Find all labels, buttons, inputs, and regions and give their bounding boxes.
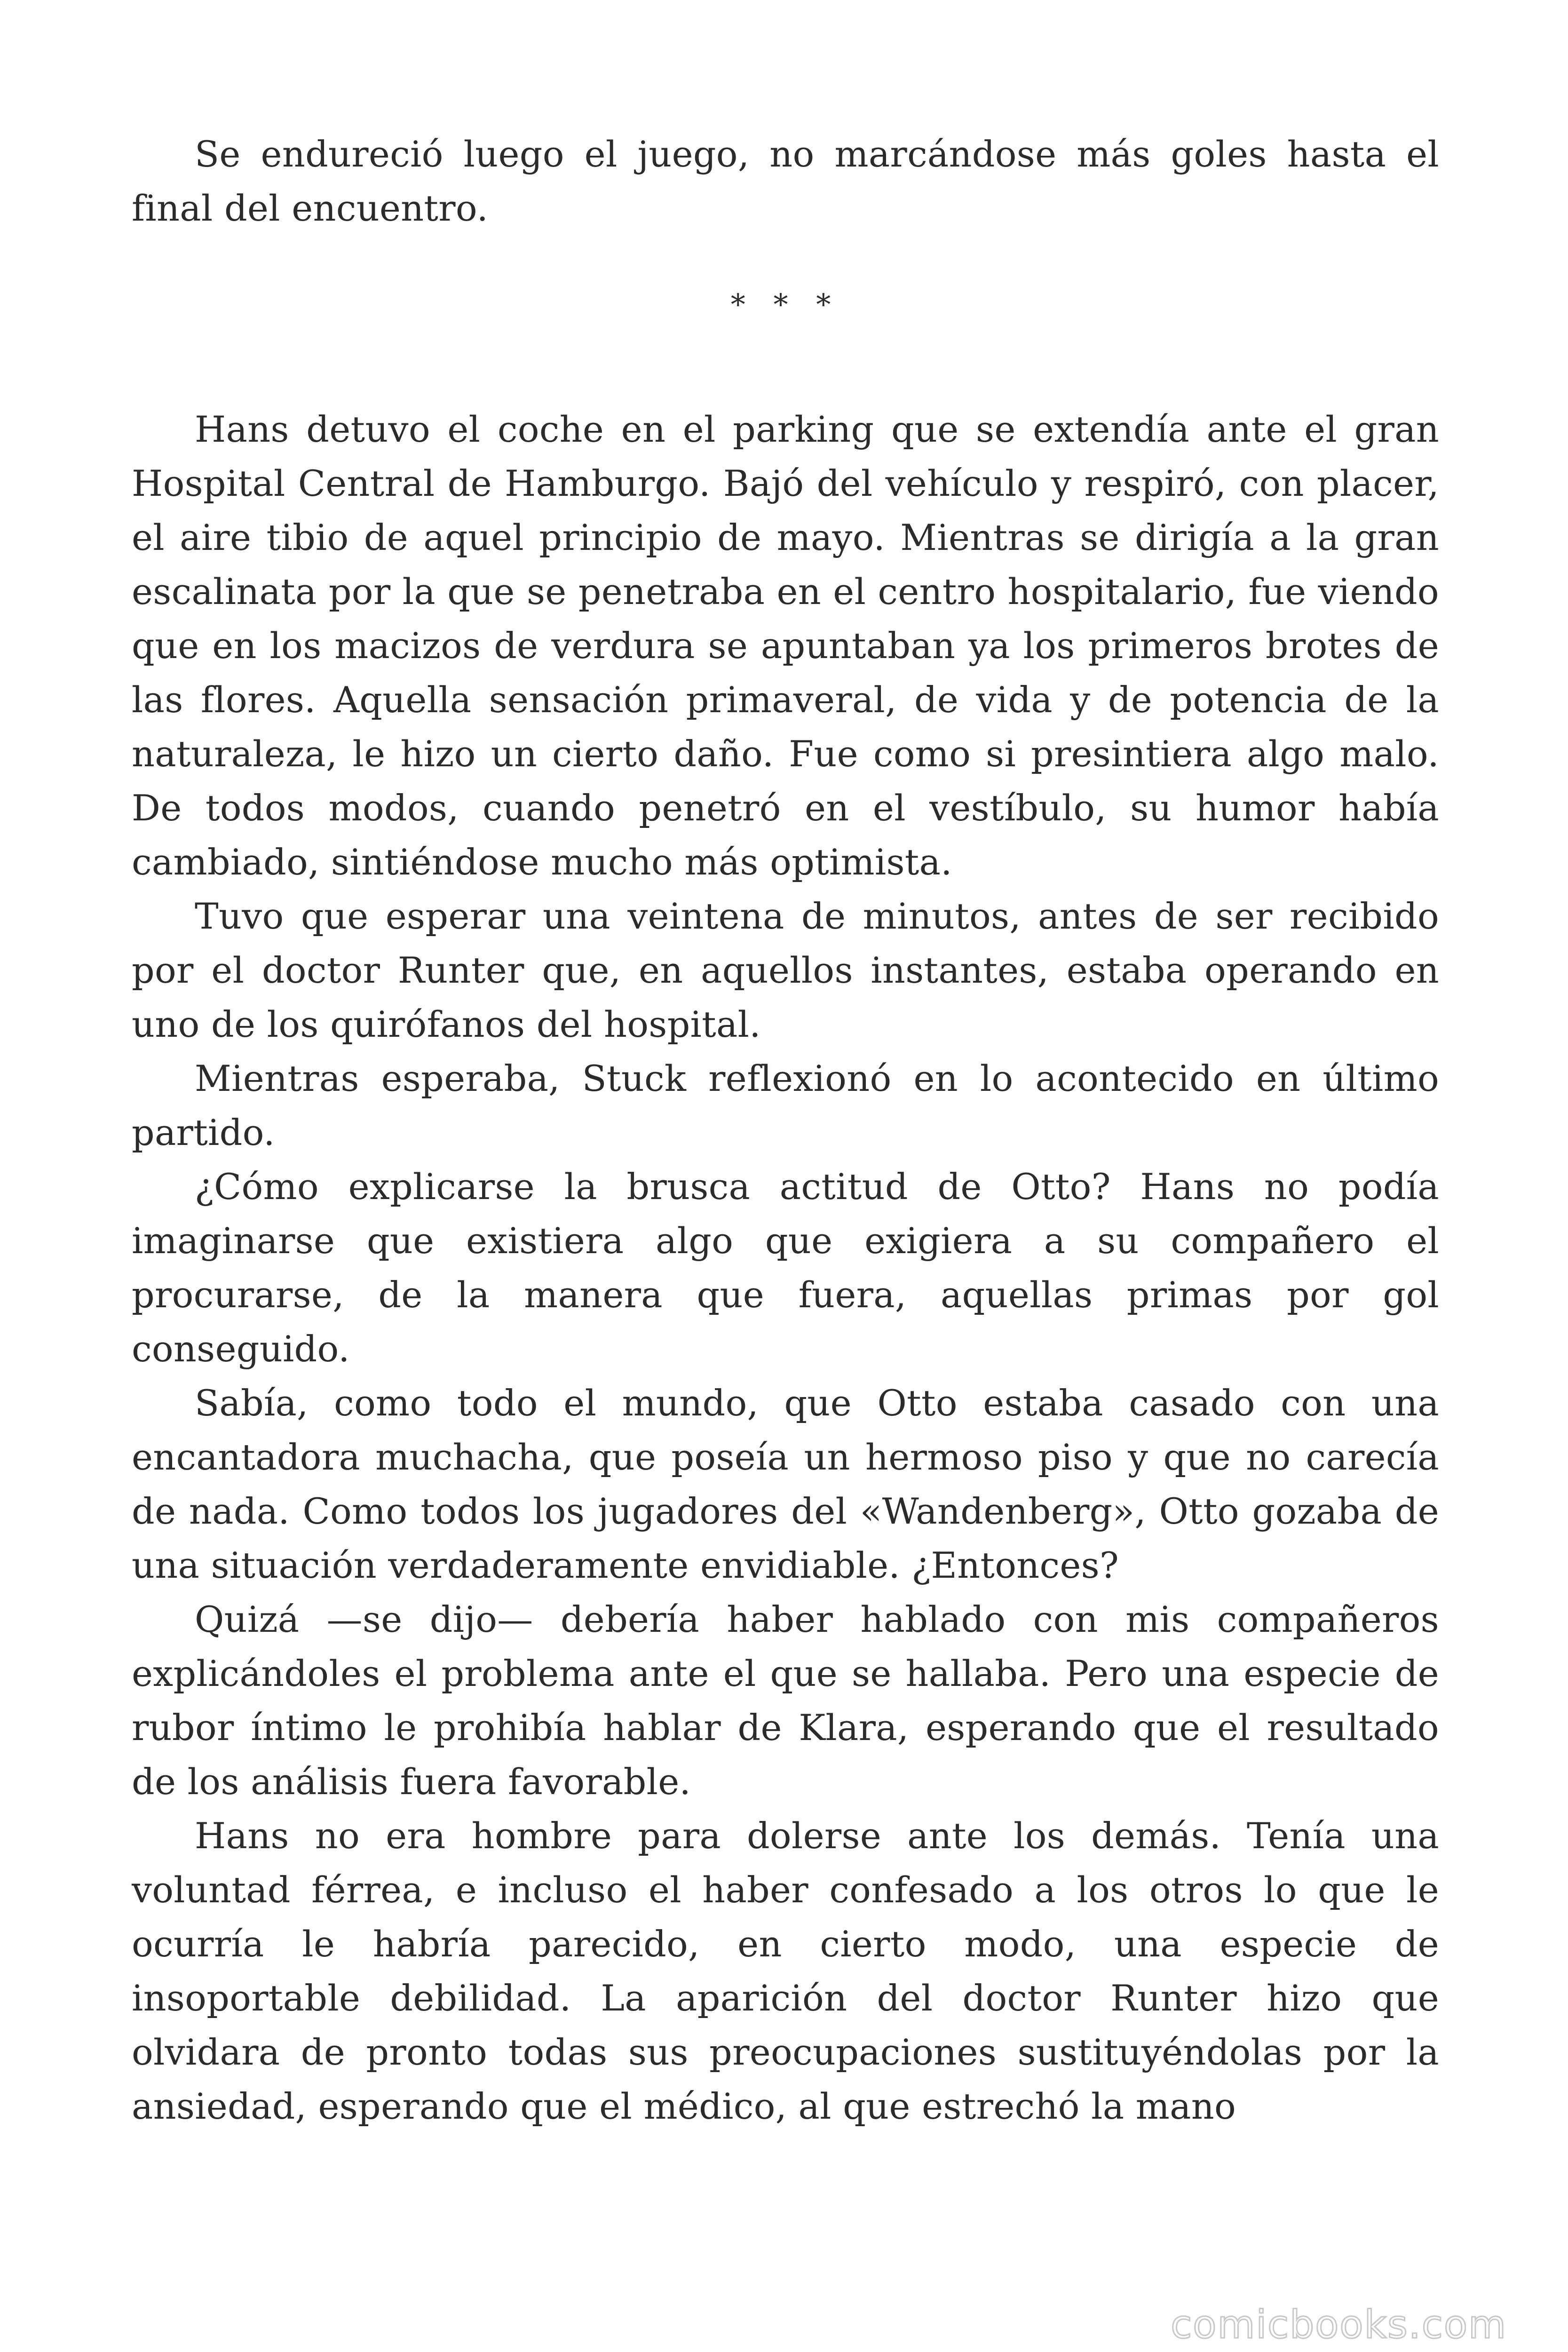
paragraph-hospital-arrival: Hans detuvo el coche en el parking que se extendía ante el gran Hospital Central de Hamburgo. Bajó del vehículo y respiró, con placer, el aire tibio de aquel principio de mayo. Mientras se dirigía a la gran escalinata por la que se penetraba en el centro hospitalario, fue viendo que en los macizos de verdura se apuntaban ya los primeros brotes de las flores. Aquella sensación primaveral, de vida y de potencia de la naturaleza, le hizo un cierto daño. Fue como si presintiera algo malo. De todos modos, cuando penetró en el vestíbulo, su humor había cambiado, sintiéndose mucho más optimista.: [132, 408, 1439, 883]
section-break: * * *: [730, 287, 840, 322]
paragraph-klara: Quizá —se dijo— debería haber hablado con mis compañeros explicándoles el problema ante el que se hallaba. Pero una especie de rubor íntimo le prohibía hablar de Klara, esperando que el resultado de los análisis fuera favorable.: [132, 1598, 1439, 1803]
document-page: [132, 127, 1439, 2133]
paragraph-doctor-appears: Hans no era hombre para dolerse ante los demás. Tenía una voluntad férrea, e incluso el haber confesado a los otros lo que le ocurría le habría parecido, en cierto modo, una especie de insoportable debilidad. La aparición del doctor Runter hizo que olvidara de pronto todas sus preocupaciones sustituyéndolas por la ansiedad, esperando que el médico, al que estrechó la mano: [132, 1815, 1439, 2127]
paragraph-otto-situation: Sabía, como todo el mundo, que Otto estaba casado con una encantadora muchacha, que poseía un hermoso piso y que no carecía de nada. Como todos los jugadores del «Wandenberg», Otto gozaba de una situación verdaderamente envidiable. ¿Entonces?: [132, 1382, 1439, 1586]
paragraph-waiting: Tuvo que esperar una veintena de minutos, antes de ser recibido por el doctor Runter que, en aquellos instantes, estaba operando en uno de los quirófanos del hospital.: [132, 895, 1439, 1045]
paragraph-end-of-match: Se endureció luego el juego, no marcándose más goles hasta el final del encuentro.: [132, 133, 1439, 229]
watermark: comicbooks.com: [1171, 2303, 1507, 2347]
paragraph-otto-question: ¿Cómo explicarse la brusca actitud de Otto? Hans no podía imaginarse que existiera algo que exigiera a su compañero el procurarse, de la manera que fuera, aquellas primas por gol conseguido.: [132, 1166, 1439, 1370]
paragraph-reflection: Mientras esperaba, Stuck reflexionó en lo acontecido en último partido.: [132, 1057, 1439, 1153]
